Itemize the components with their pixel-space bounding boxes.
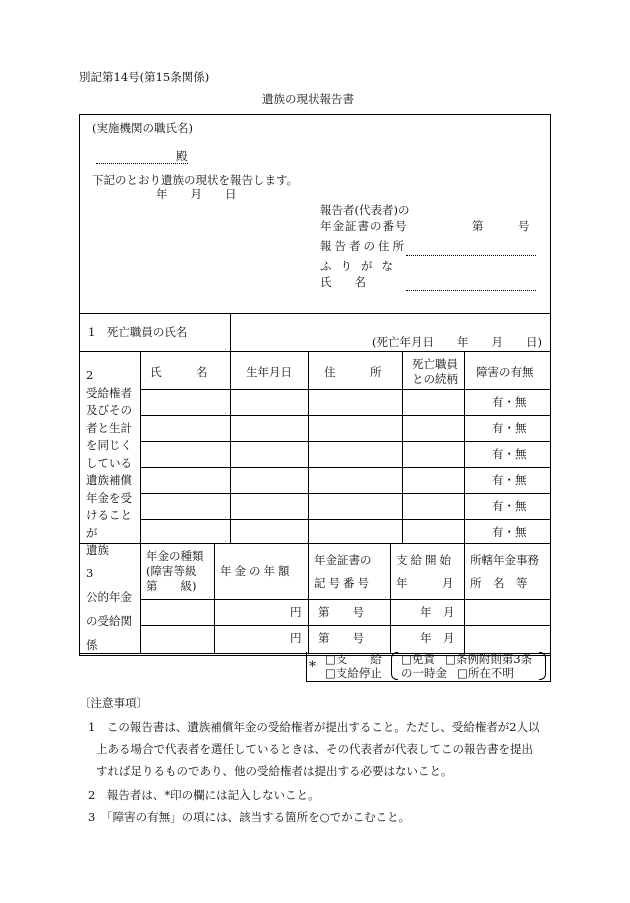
statement-text: 下記のとおり遺族の現状を報告します。: [92, 173, 299, 187]
cert-number[interactable]: 第 号: [318, 605, 364, 619]
note-line: 2 報告者は、*印の欄には記入しないこと。: [88, 788, 320, 802]
option-exemption[interactable]: □免責: [401, 652, 435, 666]
reporter-address-line[interactable]: [406, 255, 536, 256]
deceased-name-label: 1 死亡職員の氏名: [88, 325, 188, 339]
pension-type-1: 年金の種類: [146, 549, 204, 563]
note-line: すれば足りるものであり、他の受給権者は提出する必要はないこと。: [96, 764, 453, 778]
form-number: 別記第14号(第15条関係): [79, 70, 210, 84]
furigana-label: ふりがな: [320, 259, 402, 273]
notes-heading: 〔注意事項〕: [79, 696, 148, 710]
pension-amount-header: 年金の年額: [220, 564, 293, 578]
disability-option[interactable]: 有・無: [492, 499, 527, 513]
page-title: 遺族の現状報告書: [262, 92, 354, 106]
cert-header-2: 記号番号: [314, 576, 372, 590]
cert-header-1: 年金証書の: [314, 553, 372, 567]
start-date[interactable]: 年 月: [420, 605, 455, 619]
reporter-name-line[interactable]: [406, 290, 536, 291]
col-name: 氏 名: [150, 365, 208, 379]
note-line: 1 この報告書は、遺族補償年金の受給権者が提出すること。ただし、受給権者が2人以: [88, 720, 540, 734]
section2-title: 2 受給権者 及びその 者と生計 を同じく している 遺族補償 年金を受 けることが 遺族: [86, 368, 132, 557]
disability-option[interactable]: 有・無: [492, 447, 527, 461]
pension-cert-label: 年金証書の番号: [320, 219, 408, 233]
death-date[interactable]: (死亡年月日 年 月 日): [372, 335, 542, 349]
pension-type-2: (障害等級: [146, 564, 197, 578]
office-header-2: 所 名 等: [470, 576, 528, 590]
report-form: [79, 114, 551, 656]
col-relation-2: との続柄: [412, 372, 458, 386]
section3-title: 3 公的年金 の受給関 係: [86, 566, 132, 652]
option-supplementary[interactable]: □条例附則第3条: [445, 652, 533, 666]
col-birth: 生年月日: [246, 365, 292, 379]
office-header-1: 所轄年金事務: [470, 553, 539, 567]
option-unknown[interactable]: □所在不明: [457, 666, 514, 680]
col-address: 住 所: [324, 365, 382, 379]
honorific: 殿: [176, 149, 188, 163]
start-header-2: 年 月: [396, 576, 454, 590]
note-line: 3 「障害の有無」の項には、該当する箇所を○でかこむこと。: [88, 810, 411, 824]
option-payment[interactable]: □支 給: [325, 652, 382, 666]
recipient-label: (実施機関の職氏名): [92, 121, 193, 135]
reporter-name-label: 氏 名: [320, 275, 366, 289]
disability-option[interactable]: 有・無: [492, 525, 527, 539]
yen-label: 円: [290, 605, 302, 619]
reporter-line1: 報告者(代表者)の: [320, 203, 410, 217]
note-line: 上ある場合で代表者を選任しているときは、その代表者が代表してこの報告書を提出: [96, 742, 533, 756]
recipient-line[interactable]: [96, 163, 188, 164]
reporter-address-label: 報告者の住所: [320, 239, 407, 253]
pension-type-3: 第 級): [146, 579, 197, 593]
lump-sum-text: の一時金: [401, 666, 447, 680]
pension-cert-value[interactable]: 第 号: [472, 219, 530, 233]
option-suspension[interactable]: □支給停止: [325, 666, 382, 680]
col-relation-1: 死亡職員: [412, 357, 458, 371]
start-date[interactable]: 年 月: [420, 631, 455, 645]
col-disability: 障害の有無: [476, 365, 534, 379]
disability-option[interactable]: 有・無: [492, 421, 527, 435]
report-date[interactable]: 年 月 日: [156, 187, 237, 201]
asterisk-mark: *: [309, 659, 316, 675]
cert-number[interactable]: 第 号: [318, 631, 364, 645]
office-use-box: [306, 652, 551, 682]
yen-label: 円: [290, 631, 302, 645]
disability-option[interactable]: 有・無: [492, 473, 527, 487]
disability-option[interactable]: 有・無: [492, 395, 527, 409]
start-header-1: 支給開始: [396, 553, 454, 567]
